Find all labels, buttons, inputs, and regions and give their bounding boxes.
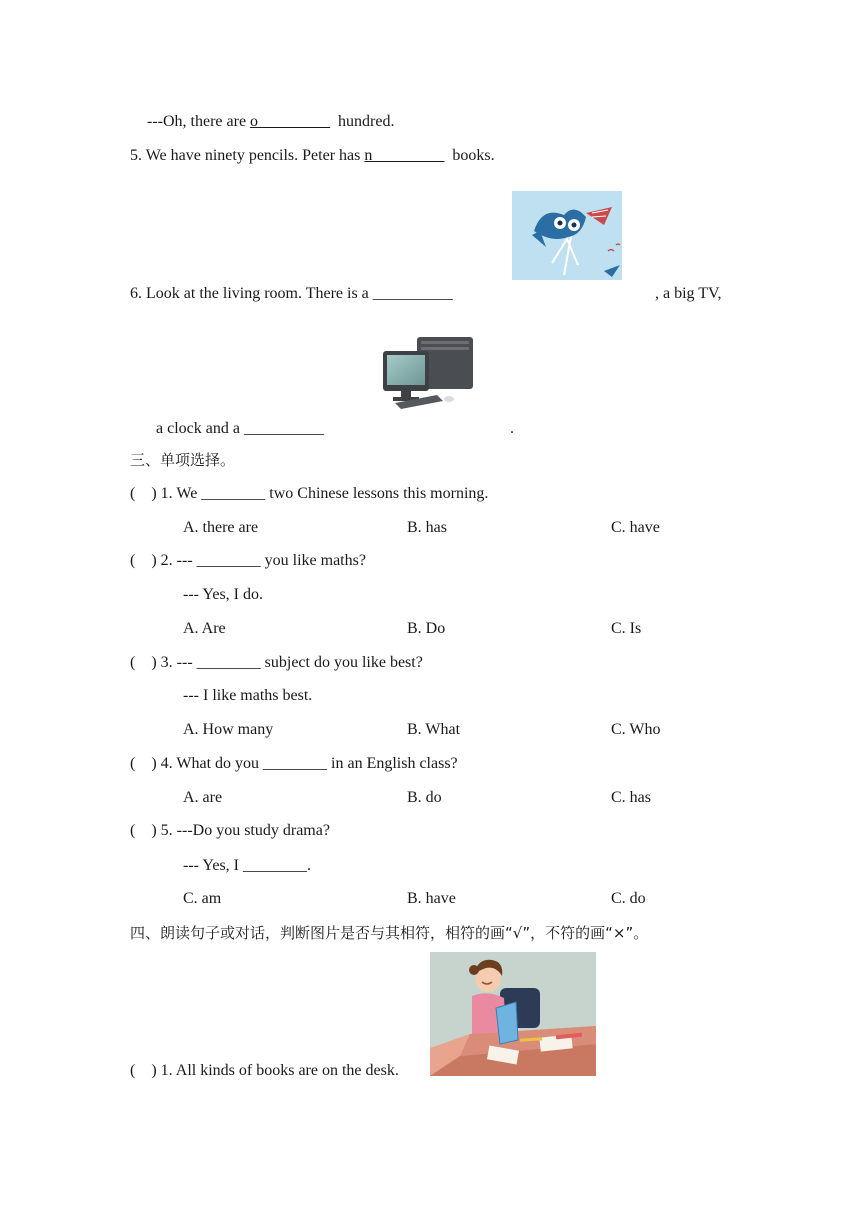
s3-q1-stem: ( ) 1. We ________ two Chinese lessons this morning. <box>130 485 489 502</box>
s3-q5-stem: ( ) 5. ---Do you study drama? <box>130 822 330 839</box>
s3-q1-option-c[interactable]: C. have <box>611 519 660 536</box>
section3-title: 三、单项选择。 <box>130 451 236 469</box>
s4-q1: ( ) 1. All kinds of books are on the desk. <box>130 1062 399 1079</box>
s3-q5-option-b[interactable]: B. have <box>407 890 456 907</box>
s3-q2-option-a[interactable]: A. Are <box>183 620 226 637</box>
q5-prefix: 5. We have ninety pencils. Peter has <box>130 147 365 164</box>
q4-answer-suffix: hundred. <box>330 113 395 130</box>
s3-q3-reply: --- I like maths best. <box>183 687 313 704</box>
q4-answer-hint <box>250 113 330 130</box>
q4-blank[interactable]: _________ <box>258 113 331 130</box>
kite-picture <box>512 191 622 280</box>
s3-q2-reply: --- Yes, I do. <box>183 586 263 603</box>
s3-q1-option-a[interactable]: A. there are <box>183 519 259 536</box>
s3-q2-option-c[interactable]: C. Is <box>611 620 642 637</box>
q6-line2-after: . <box>510 420 514 437</box>
girl-at-desk-picture <box>430 952 596 1076</box>
s3-q3-stem: ( ) 3. --- ________ subject do you like best? <box>130 654 423 671</box>
q6-line1 <box>130 284 453 304</box>
s3-q5-option-c[interactable]: C. do <box>611 890 646 907</box>
s3-q5-reply: --- Yes, I ________. <box>183 857 311 874</box>
kite-icon <box>512 191 622 280</box>
s3-q4-option-a[interactable]: A. are <box>183 789 223 806</box>
girl-at-desk-icon <box>430 952 596 1076</box>
s3-q5-option-a[interactable]: C. am <box>183 890 222 907</box>
q5-hint-letter: n <box>364 147 373 164</box>
s3-q4-option-c[interactable]: C. has <box>611 789 651 806</box>
s3-q4-option-b[interactable]: B. do <box>407 789 442 806</box>
q4-answer-line <box>147 112 394 132</box>
computer-icon <box>381 335 475 409</box>
q5-line <box>130 146 495 166</box>
q5-suffix: books. <box>444 147 495 164</box>
s3-q3-option-a[interactable]: A. How many <box>183 721 274 738</box>
q6-line2: a clock and a __________ <box>156 420 324 437</box>
computer-picture <box>381 335 475 409</box>
q5-blank[interactable]: _________ <box>372 147 445 164</box>
s3-q3-option-b[interactable]: B. What <box>407 721 461 738</box>
s3-q2-stem: ( ) 2. --- ________ you like maths? <box>130 552 366 569</box>
s3-q3-option-c[interactable]: C. Who <box>611 721 661 738</box>
s3-q2-option-b[interactable]: B. Do <box>407 620 446 637</box>
s3-q1-option-b[interactable]: B. has <box>407 519 447 536</box>
q5-hint <box>364 147 444 164</box>
q6-line1-text: 6. Look at the living room. There is a __________ <box>130 285 453 302</box>
q6-line1-after: , a big TV, <box>655 285 722 302</box>
q4-hint-letter: o <box>250 113 259 130</box>
s3-q4-stem: ( ) 4. What do you ________ in an English class? <box>130 755 458 772</box>
section4-title: 四、朗读句子或对话，判断图片是否与其相符，相符的画“√”，不符的画“×”。 <box>130 924 649 942</box>
q4-answer-prefix: ---Oh, there are <box>147 113 251 130</box>
